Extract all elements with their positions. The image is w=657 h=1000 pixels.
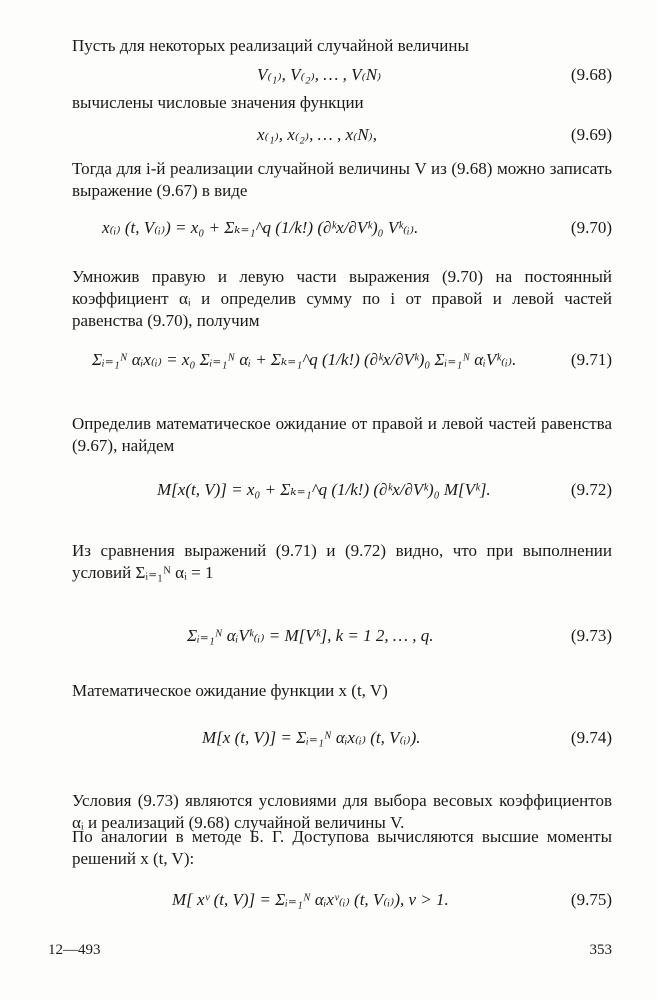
equation-number: (9.71)	[570, 350, 612, 369]
paragraph-3: Тогда для i-й реализации случайной величины V из (9.68) можно записать выражение (9.67) в виде	[72, 159, 612, 200]
equation-number: (9.68)	[570, 65, 612, 84]
paragraph-7: Математическое ожидание функции x (t, V)	[72, 681, 388, 700]
paragraph-9: По аналогии в методе Б. Г. Доступова вычисляются высшие моменты решений x (t, V):	[72, 827, 612, 868]
paragraph-5: Определив математическое ожидание от правой и левой частей равенства (9.67), найдем	[72, 414, 612, 455]
equation-9-72	[72, 470, 612, 510]
equation-number: (9.69)	[570, 125, 612, 144]
equation-body: M[x(t, V)] = x₀ + Σₖ₌₁^q (1/k!) (∂ᵏx/∂Vᵏ)₀ M[Vᵏ].	[157, 480, 491, 499]
equation-9-68	[72, 55, 612, 95]
paragraph-8: Условия (9.73) являются условиями для выбора весовых коэффициентов αᵢ и реализаций (9.68) случайной величины V.	[72, 791, 612, 832]
equation-number: (9.73)	[570, 626, 612, 645]
equation-body: Σᵢ₌₁ᴺ αᵢx₍ᵢ₎ = x₀ Σᵢ₌₁ᴺ αᵢ + Σₖ₌₁^q (1/k!) (∂ᵏx/∂Vᵏ)₀ Σᵢ₌₁ᴺ αᵢVᵏ₍ᵢ₎.	[92, 350, 517, 369]
equation-9-69	[72, 115, 612, 155]
equation-body: M[ xᵛ (t, V)] = Σᵢ₌₁ᴺ αᵢxᵛ₍ᵢ₎ (t, V₍ᵢ₎), ν > 1.	[172, 890, 449, 909]
equation-number: (9.70)	[570, 218, 612, 237]
equation-body: x₍ᵢ₎ (t, V₍ᵢ₎) = x₀ + Σₖ₌₁^q (1/k!) (∂ᵏx/∂Vᵏ)₀ Vᵏ₍ᵢ₎.	[102, 218, 419, 237]
equation-9-73	[72, 616, 612, 656]
paragraph-1: Пусть для некоторых реализаций случайной величины	[72, 36, 469, 55]
equation-9-75	[72, 880, 612, 920]
equation-number: (9.75)	[570, 890, 612, 909]
equation-9-74	[72, 718, 612, 758]
equation-number: (9.72)	[570, 480, 612, 499]
paragraph-4: Умножив правую и левую части выражения (9.70) на постоянный коэффициент αᵢ и определив сумму по i от правой и левой частей равенства (9.70), получим	[72, 267, 612, 330]
page-number: 353	[589, 942, 612, 958]
equation-9-71	[72, 340, 612, 380]
paragraph-2: вычислены числовые значения функции	[72, 93, 364, 112]
signature-mark: 12—493	[48, 942, 101, 958]
equation-body: M[x (t, V)] = Σᵢ₌₁ᴺ αᵢx₍ᵢ₎ (t, V₍ᵢ₎).	[202, 728, 421, 747]
paragraph-6: Из сравнения выражений (9.71) и (9.72) видно, что при выполнении условий Σᵢ₌₁ᴺ αᵢ = 1	[72, 541, 612, 582]
equation-body: V₍₁₎, V₍₂₎, … , V₍N₎	[257, 65, 382, 84]
equation-body: x₍₁₎, x₍₂₎, … , x₍N₎,	[257, 125, 377, 144]
equation-number: (9.74)	[570, 728, 612, 747]
equation-body: Σᵢ₌₁ᴺ αᵢVᵏ₍ᵢ₎ = M[Vᵏ], k = 1 2, … , q.	[187, 626, 434, 645]
equation-9-70	[72, 208, 612, 248]
